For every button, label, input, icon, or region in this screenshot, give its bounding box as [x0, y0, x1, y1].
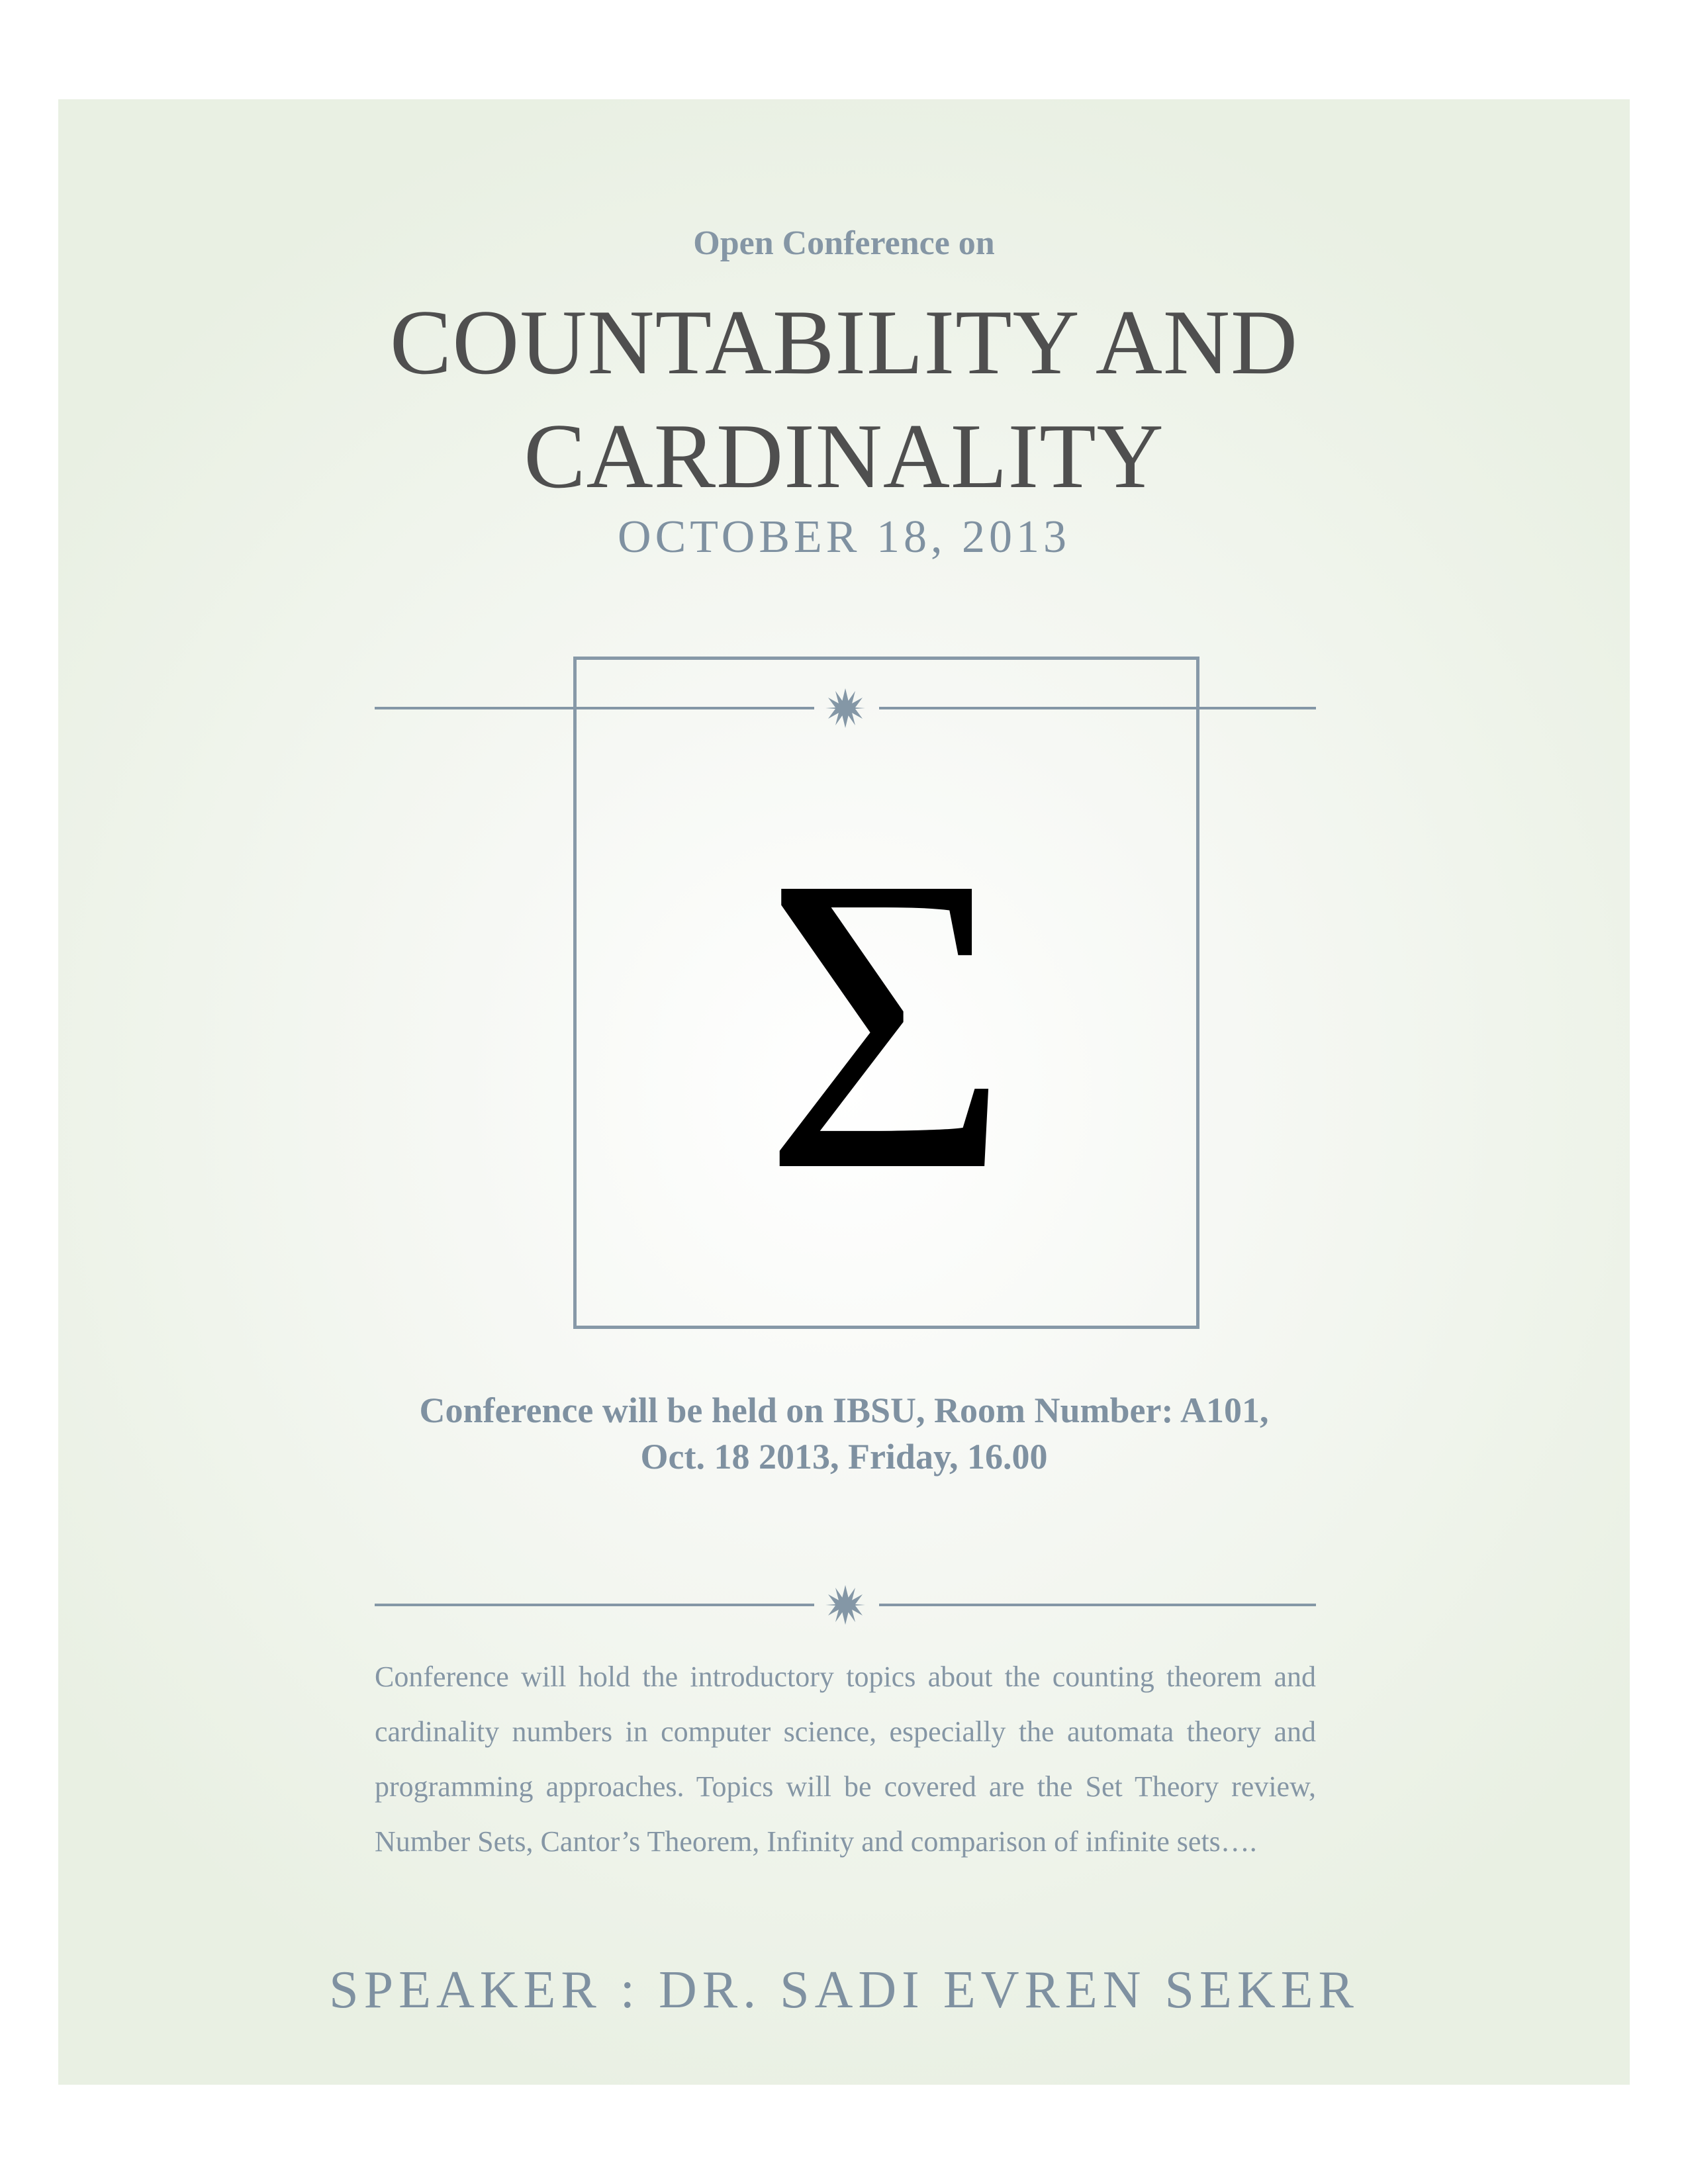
poster-eyebrow: Open Conference on — [693, 224, 995, 262]
poster-date: OCTOBER 18, 2013 — [618, 512, 1070, 563]
title-line-1: COUNTABILITY AND — [389, 291, 1299, 394]
divider-line-right — [879, 1604, 1316, 1606]
speaker-name: SPEAKER : DR. SADI EVREN SEKER — [329, 1961, 1359, 2019]
symbol-frame — [573, 657, 1199, 1329]
conference-poster — [58, 99, 1630, 2085]
divider-line-left — [375, 1604, 814, 1606]
venue-info — [58, 1387, 1630, 1480]
poster-title — [58, 286, 1630, 514]
venue-line-2: Oct. 18 2013, Friday, 16.00 — [640, 1437, 1048, 1477]
divider-bottom — [375, 1585, 1316, 1625]
sigma-symbol: Σ — [763, 790, 1010, 1258]
conference-description: Conference will hold the introductory topics about the counting theorem and cardinality numbers in computer science, especially the automata theory and programming approaches. Topics will be covered are the Set Theory review, Number Sets, Cantor’s Theorem, Infinity and comparison of infinite sets…. — [375, 1661, 1316, 1858]
starburst-icon — [825, 1585, 865, 1625]
title-line-2: CARDINALITY — [524, 405, 1164, 508]
venue-line-1: Conference will be held on IBSU, Room Number: A101, — [419, 1390, 1269, 1430]
